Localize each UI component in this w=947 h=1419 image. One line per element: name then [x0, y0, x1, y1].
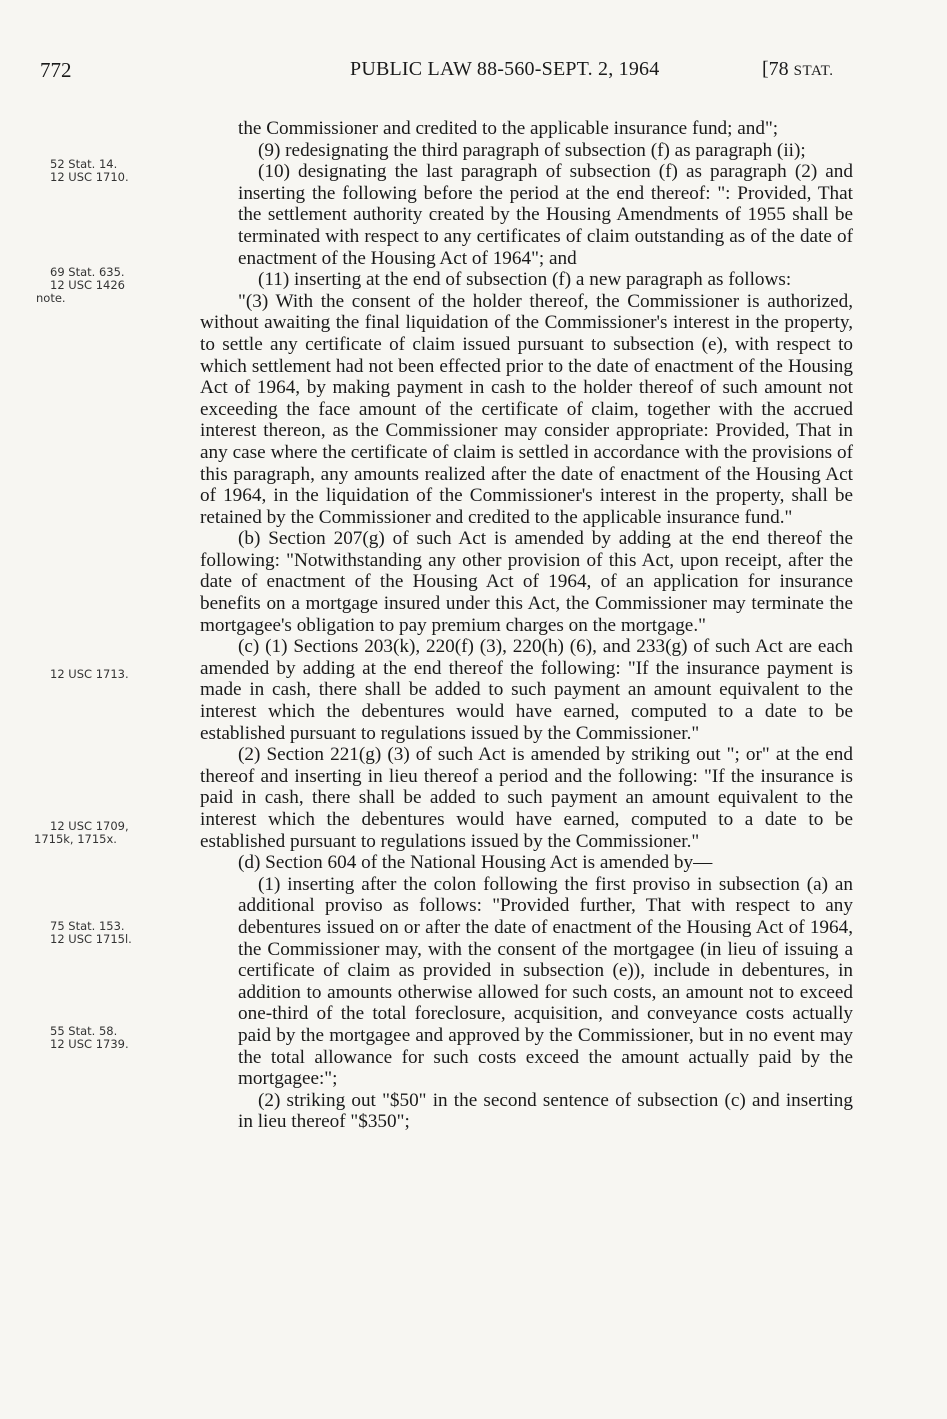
paragraph: (9) redesignating the third paragraph of subsection (f) as paragraph (ii);	[258, 139, 806, 161]
paragraph: (2) Section 221(g) (3) of such Act is amended by striking out "; or" at the end thereof and inserting in lieu thereof a period and the following: "If the insurance is paid in cash, there shall be added to such payment an amount equivalent to the interest which the debentures would have earned, computed to a date to be established pursuant to regulations issued by the Commissioner."	[200, 744, 853, 852]
margin-note-line: 12 USC 1713.	[50, 667, 129, 681]
margin-note-line: 1715k, 1715x.	[34, 832, 117, 846]
margin-note-line: 12 USC 1739.	[50, 1037, 129, 1051]
margin-note-line: 12 USC 1426	[50, 278, 125, 292]
margin-note-line: 75 Stat. 153.	[50, 919, 125, 933]
margin-note	[50, 920, 132, 946]
paragraph: (d) Section 604 of the National Housing Act is amended by—	[238, 852, 713, 874]
margin-note-line: 69 Stat. 635.	[50, 265, 125, 279]
margin-note-line: note.	[36, 291, 66, 305]
margin-note-line: 52 Stat. 14.	[50, 157, 118, 171]
margin-note-line: 12 USC 1715l.	[50, 932, 132, 946]
paragraph: the Commissioner and credited to the applicable insurance fund; and";	[238, 118, 779, 139]
margin-note	[50, 668, 129, 681]
margin-note	[50, 1025, 129, 1051]
margin-note-line: 55 Stat. 58.	[50, 1024, 118, 1038]
margin-note	[36, 265, 125, 305]
volume-stat: STAT.	[793, 63, 834, 79]
paragraph: (10) designating the last paragraph of subsection (f) as paragraph (2) and inserting the following before the period at the end thereof: ": Provided, That the settlement authority created by the Housing Amendments of 1955 shall be terminated with respect to any certificates of claim outstanding as of the date of enactment of the Housing Act of 1964"; and	[238, 161, 853, 269]
margin-note	[50, 158, 129, 184]
page-number: 772	[40, 58, 72, 82]
statute-body	[200, 118, 853, 1133]
paragraph: (2) striking out "$50" in the second sentence of subsection (c) and inserting in lieu thereof "$350";	[238, 1089, 853, 1133]
paragraph: (11) inserting at the end of subsection (f) a new paragraph as follows:	[258, 269, 792, 291]
paragraph: "(3) With the consent of the holder thereof, the Commissioner is authorized, without awaiting the final liquidation of the Commissioner's interest in the property, to settle any certificate of claim issued pursuant to subsection (e), with respect to which settlement had not been effected prior to the date of enactment of the Housing Act of 1964, by making payment in cash to the holder thereof of such amount not exceeding the face amount of the certificate of claim, together with the accrued interest thereon, as the Commissioner may consider appropriate: Provided, That in any case where the certificate of claim is settled in accordance with the provisions of this paragraph, any amounts realized after the date of enactment of the Housing Act of 1964, in the liquidation of the Commissioner's interest in the property, shall be retained by the Commissioner and credited to the applicable insurance fund."	[200, 290, 853, 528]
paragraph: (c) (1) Sections 203(k), 220(f) (3), 220(h) (6), and 233(g) of such Act are each amended by adding at the end thereof the following: "If the insurance payment is made in cash, there shall be added to such payment an amount equivalent to the interest which the debentures would have earned, computed to a date to be established pursuant to regulations issued by the Commissioner."	[200, 636, 853, 744]
margin-note	[34, 819, 129, 846]
paragraph: (b) Section 207(g) of such Act is amended by adding at the end thereof the following: "Notwithstanding any other provision of this Act, upon receipt, after the date of enactment of the Housing Act of 1964, of an application for insurance benefits on a mortgage insured under this Act, the Commissioner may terminate the mortgagee's obligation to pay premium charges on the mortgage."	[200, 528, 853, 636]
margin-note-line: 12 USC 1710.	[50, 170, 129, 184]
volume-reference	[762, 58, 833, 81]
running-title: PUBLIC LAW 88-560-SEPT. 2, 1964	[350, 58, 660, 80]
margin-note-line: 12 USC 1709,	[50, 819, 129, 833]
paragraph: (1) inserting after the colon following the first proviso in subsection (a) an additional proviso as follows: "Provided further, That with respect to any debentures issued on or after the date of enactment of the Housing Act of 1964, the Commissioner may, with the consent of the mortgagee (in lieu of issuing a certificate of claim as provided in subsection (e)), include in debentures, in addition to amounts otherwise allowed for such costs, an amount not to exceed one-third of the total foreclosure, acquisition, and conveyance costs actually paid by the mortgagee and approved by the Commissioner, but in no event may the total allowance for such costs exceed the amount actually paid by the mortgagee:";	[238, 873, 853, 1090]
margin-notes	[0, 0, 200, 1419]
volume-open: [78	[762, 58, 794, 80]
